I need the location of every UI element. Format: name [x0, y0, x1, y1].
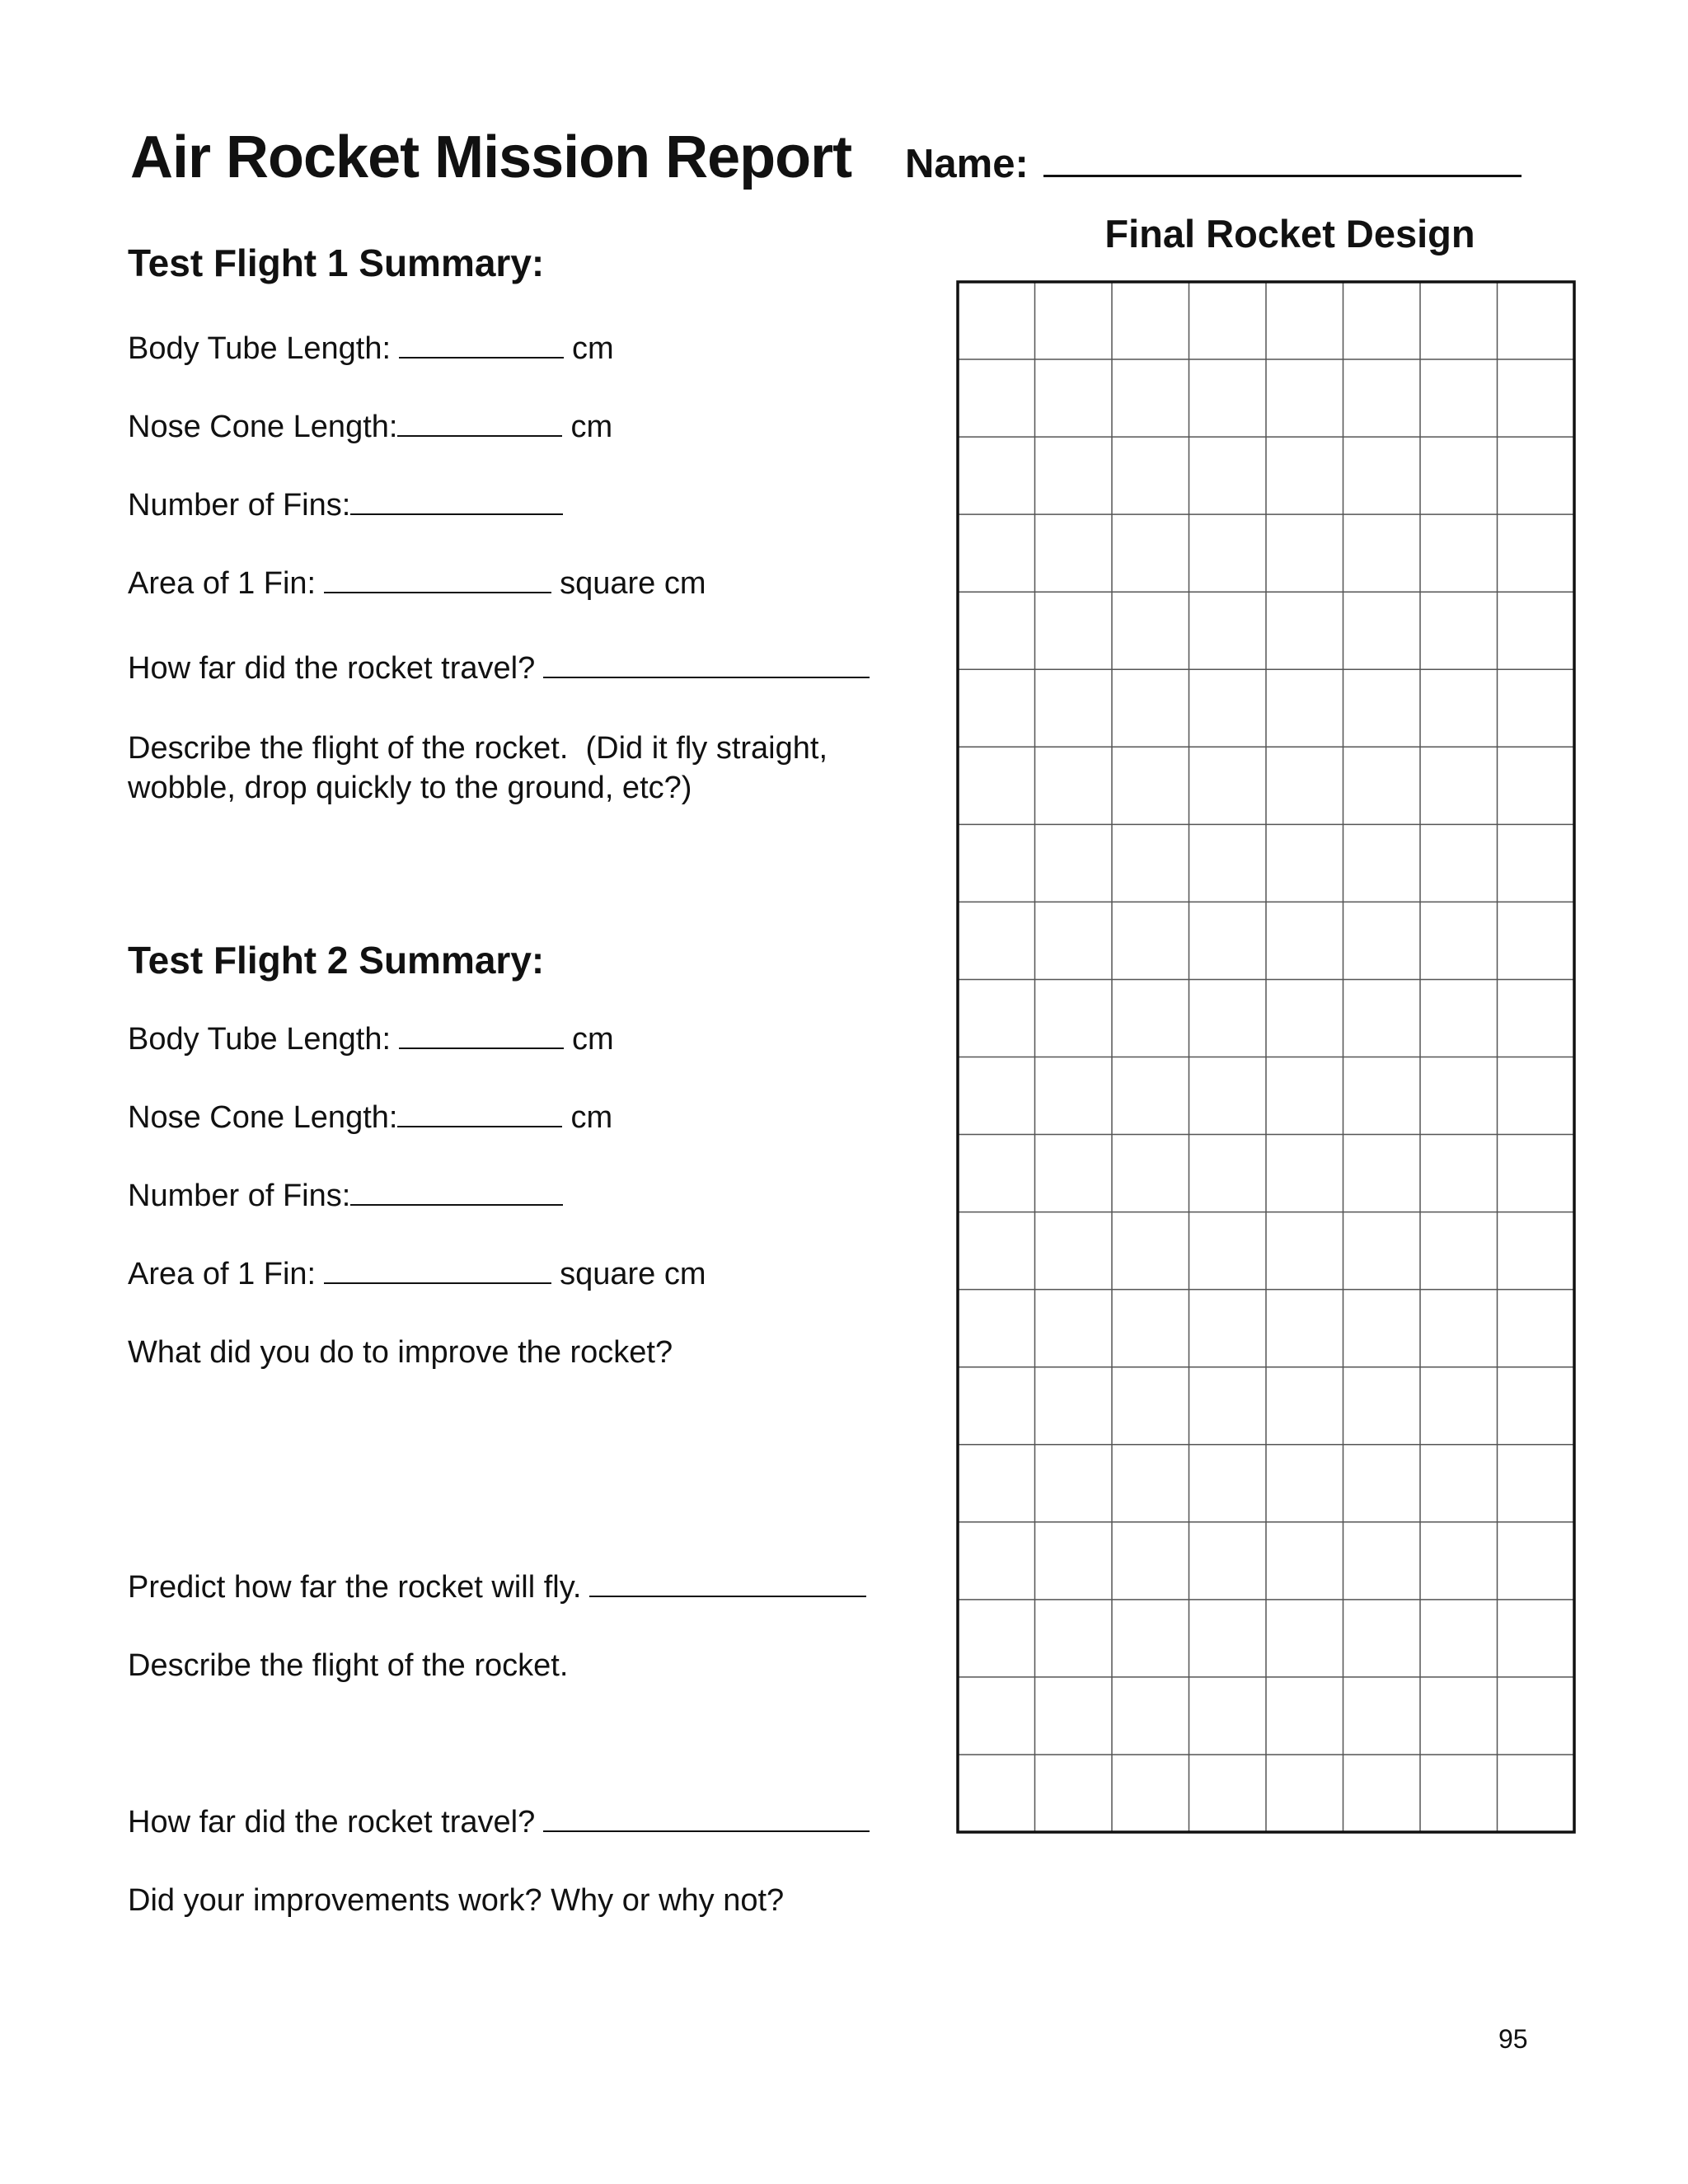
name-label: Name: [905, 142, 1029, 186]
design-title: Final Rocket Design [1104, 212, 1475, 255]
flight1-fin-area-blank[interactable] [324, 567, 551, 593]
flight2-distance-label: How far did the rocket travel? [128, 1805, 536, 1840]
flight1-nose-cone-unit: cm [570, 410, 613, 444]
flight2-fin-area-label: Area of 1 Fin: [128, 1257, 316, 1291]
flight2-describe-label: Describe the flight of the rocket. [128, 1648, 569, 1683]
flight2-body-tube-unit: cm [572, 1022, 614, 1057]
flight1-fin-area-label: Area of 1 Fin: [128, 566, 316, 601]
flight2-nose-cone-blank[interactable] [397, 1101, 562, 1127]
flight1-distance-row [128, 651, 870, 687]
flight1-distance-blank[interactable] [543, 652, 870, 678]
flight2-predict-blank[interactable] [589, 1571, 866, 1597]
flight2-body-tube-blank[interactable] [399, 1023, 564, 1049]
flight1-fins-label: Number of Fins: [128, 488, 351, 523]
flight2-improve-label: What did you do to improve the rocket? [128, 1335, 673, 1370]
flight1-fins-row [128, 488, 563, 523]
design-grid[interactable] [956, 280, 1576, 1834]
flight1-body-tube-blank[interactable] [399, 332, 564, 359]
flight2-fin-area-blank[interactable] [324, 1258, 551, 1284]
flight2-describe-row [128, 1648, 568, 1684]
flight2-heading: Test Flight 2 Summary: [128, 939, 545, 982]
flight1-fins-blank[interactable] [350, 489, 563, 515]
flight1-describe [128, 729, 919, 808]
flight1-describe-line1: Describe the flight of the rocket. (Did it fly straight, [128, 731, 828, 766]
flight2-fins-label: Number of Fins: [128, 1179, 351, 1213]
flight2-body-tube-row [128, 1022, 614, 1057]
flight2-nose-cone-unit: cm [570, 1100, 613, 1135]
flight2-fin-area-unit: square cm [560, 1257, 706, 1291]
flight2-improvements-label: Did your improvements work? Why or why not? [128, 1883, 785, 1918]
flight1-body-tube-row [128, 331, 614, 367]
flight1-nose-cone-blank[interactable] [397, 410, 562, 437]
flight1-fin-area-row [128, 566, 706, 602]
flight2-improve-row [128, 1335, 673, 1371]
flight2-distance-row [128, 1805, 870, 1840]
flight2-predict-label: Predict how far the rocket will fly. [128, 1570, 582, 1605]
flight1-nose-cone-label: Nose Cone Length: [128, 410, 398, 444]
flight1-body-tube-label: Body Tube Length: [128, 331, 392, 366]
flight2-fins-row [128, 1179, 563, 1214]
flight1-describe-line2: wobble, drop quickly to the ground, etc?) [128, 771, 692, 805]
flight1-nose-cone-row [128, 410, 612, 445]
flight1-body-tube-unit: cm [572, 331, 614, 366]
flight2-nose-cone-row [128, 1100, 612, 1136]
flight1-distance-label: How far did the rocket travel? [128, 651, 536, 686]
flight2-improvements-row [128, 1883, 784, 1919]
flight2-fin-area-row [128, 1257, 706, 1292]
name-field [905, 138, 1522, 187]
page-title: Air Rocket Mission Report [130, 124, 852, 190]
flight2-predict-row [128, 1570, 866, 1605]
flight1-fin-area-unit: square cm [560, 566, 706, 601]
flight2-distance-blank[interactable] [543, 1806, 870, 1832]
page-number: 95 [1498, 2024, 1528, 2054]
flight2-nose-cone-label: Nose Cone Length: [128, 1100, 398, 1135]
flight2-fins-blank[interactable] [350, 1179, 563, 1206]
flight1-heading: Test Flight 1 Summary: [128, 241, 545, 284]
name-blank[interactable] [1043, 138, 1522, 177]
flight2-body-tube-label: Body Tube Length: [128, 1022, 392, 1057]
